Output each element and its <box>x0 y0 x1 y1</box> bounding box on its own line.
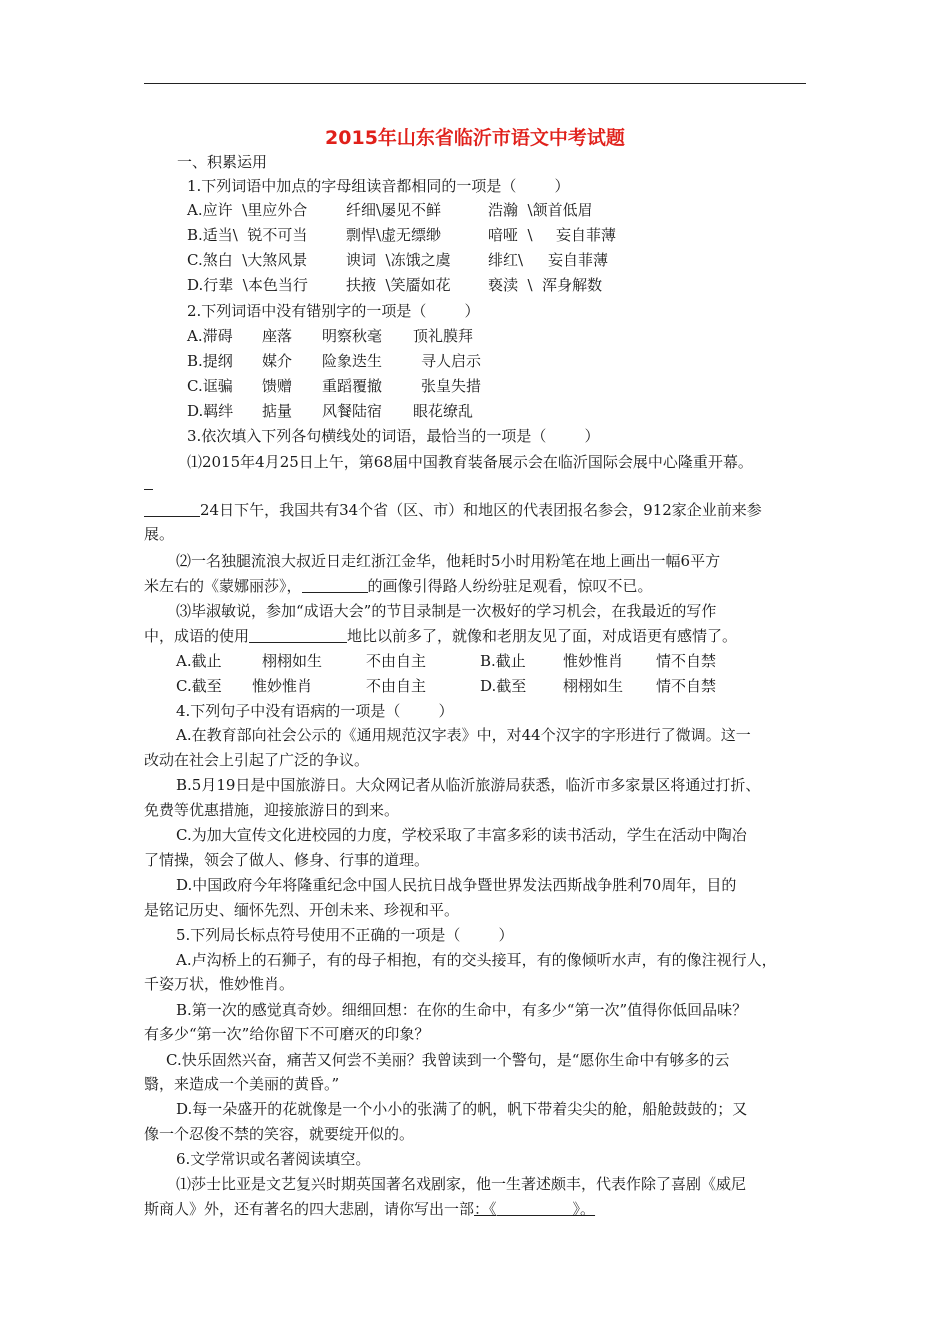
fill-blank-3[interactable] <box>249 626 347 643</box>
q4-option-b-line-2: 免费等优惠措施，迎接旅游日的到来。 <box>144 801 400 819</box>
header-rule <box>144 83 806 84</box>
q4-option-c-line-2: 了情操，领会了做人、修身、行事的道理。 <box>144 851 430 869</box>
q3-option-a-1: A.截止 <box>176 652 222 670</box>
q4-option-a-line-2: 改动在社会上引起了广泛的争议。 <box>144 751 370 769</box>
q4-option-a-line-1: A.在教育部向社会公示的《通用规范汉字表》中，对44个汉字的字形进行了微调。这一 <box>176 726 751 744</box>
q3-option-d-2: 栩栩如生 <box>563 677 624 695</box>
q1-option-b-2: 剽悍\虚无缥缈 <box>346 226 442 244</box>
q2-option-c-3: 重蹈覆撤 <box>322 377 383 395</box>
section-heading: 一、积累运用 <box>177 153 268 171</box>
q1-option-d-2: 扶掖 \笑靥如花 <box>346 276 451 294</box>
q1-option-d-3: 亵渎 \ 浑身解数 <box>488 276 603 294</box>
q6-sentence-1-text-1: 斯商人》外，还有著名的四大悲剧，请你写出一部 <box>144 1200 475 1218</box>
q1-option-b-4: 妄自菲薄 <box>556 226 617 244</box>
q4-option-d-line-2: 是铭记历史、缅怀先烈、开创未来、珍视和平。 <box>144 901 460 919</box>
q3-option-c-3: 不由自主 <box>366 677 427 695</box>
q3-sentence-1-line-1: ⑴2015年4月25日上午，第68届中国教育装备展示会在临沂国际会展中心隆重开幕。 <box>187 453 753 471</box>
q5-option-b-line-2: 有多少“第一次”给你留下不可磨灭的印象？ <box>144 1025 430 1043</box>
q3-option-d-3: 情不自禁 <box>656 677 717 695</box>
q3-sentence-1-line-2 <box>144 500 762 520</box>
q3-sentence-3-text-1: 中，成语的使用 <box>144 627 250 645</box>
q1-option-c-4: 妄自菲薄 <box>548 251 609 269</box>
q2-option-b-1: B.提纲 <box>187 352 233 370</box>
q3-sentence-2-line-1: ⑵一名独腿流浪大叔近日走红浙江金华，他耗时5小时用粉笔在地上画出一幅6平方 <box>176 552 721 570</box>
q1-option-b-3: 喑哑 \ <box>488 226 533 244</box>
q4-option-d-line-1: D.中国政府今年将隆重纪念中国人民抗日战争暨世界发法西斯战争胜利70周年，目的 <box>176 876 737 894</box>
q3-sentence-1-line-3: 展。 <box>144 525 175 543</box>
q3-sentence-1-text-2: 24日下午，我国共有34个省（区、市）和地区的代表团报名参会，912家企业前来参 <box>200 501 762 519</box>
q3-option-a-2: 栩栩如生 <box>262 652 323 670</box>
q4-option-b-line-1: B.5月19日是中国旅游日。大众网记者从临沂旅游局获悉，临沂市多家景区将通过打折、 <box>176 776 761 794</box>
q3-option-c-2: 惟妙惟肖 <box>252 677 313 695</box>
question-2-stem: 2.下列词语中没有错别字的一项是（ ） <box>187 302 480 320</box>
q5-option-a-line-2: 千姿万状，惟妙惟肖。 <box>144 975 295 993</box>
q2-option-b-2: 媒介 <box>262 352 293 370</box>
q2-option-c-4: 张皇失措 <box>421 377 482 395</box>
fill-blank-2[interactable] <box>302 576 368 593</box>
q6-open-quote: ：《 <box>474 1200 497 1218</box>
q6-sentence-1-line-1: ⑴莎士比亚是文艺复兴时期英国著名戏剧家，他一生著述颇丰，代表作除了喜剧《威尼 <box>176 1175 747 1193</box>
q3-option-b-1: B.截止 <box>480 652 526 670</box>
fill-blank-1[interactable] <box>144 500 200 517</box>
page-title: 2015年山东省临沂市语文中考试题 <box>325 127 625 149</box>
q5-option-d-line-2: 像一个忍俊不禁的笑容，就要绽开似的。 <box>144 1125 415 1143</box>
q2-option-d-1: D.羁绊 <box>187 402 234 420</box>
q2-option-c-1: C.诓骗 <box>187 377 233 395</box>
q1-option-d-1: D.行辈 \本色当行 <box>187 276 308 294</box>
question-4-stem: 4.下列句子中没有语病的一项是（ ） <box>176 702 454 720</box>
q3-option-a-3: 不由自主 <box>366 652 427 670</box>
q2-option-d-3: 风餐陆宿 <box>322 402 383 420</box>
q1-option-c-1: C.煞白 \大煞风景 <box>187 251 308 269</box>
q5-option-b-line-1: B.第一次的感觉真奇妙。细细回想：在你的生命中，有多少“第一次”值得你低回品味？ <box>176 1001 748 1019</box>
q5-option-c-line-1: C.快乐固然兴奋，痛苦又何尝不美丽？我曾读到一个警句，是“愿你生命中有够多的云 <box>166 1051 730 1069</box>
q1-option-a-1: A.应许 \里应外合 <box>187 201 308 219</box>
q2-option-b-3: 险象迭生 <box>322 352 383 370</box>
q3-sentence-2-line-2 <box>144 576 653 596</box>
question-5-stem: 5.下列局长标点符号使用不正确的一项是（ ） <box>176 926 514 944</box>
q3-sentence-2-text-1: 米左右的《蒙娜丽莎》， <box>144 577 302 595</box>
q3-sentence-3-line-1: ⑶毕淑敏说，参加“成语大会”的节目录制是一次极好的学习机会，在我最近的写作 <box>176 602 717 620</box>
q3-option-b-2: 惟妙惟肖 <box>563 652 624 670</box>
q2-option-a-3: 明察秋毫 <box>322 327 383 345</box>
q3-sentence-3-text-2: 地比以前多了，就像和老朋友见了面，对成语更有感情了。 <box>347 627 738 645</box>
question-3-stem: 3.依次填入下列各句横线处的词语，最恰当的一项是（ ） <box>187 427 600 445</box>
q3-sentence-2-text-2: 的画像引得路人纷纷驻足观看，惊叹不已。 <box>367 577 653 595</box>
q1-option-c-2: 谀词 \冻饿之虞 <box>346 251 451 269</box>
q1-option-c-3: 绯红\ <box>488 251 524 269</box>
q1-option-a-2: 纤细\屡见不鲜 <box>346 201 442 219</box>
question-1-stem: 1.下列词语中加点的字母组读音都相同的一项是（ ） <box>187 177 570 195</box>
q6-close-quote: 》。 <box>572 1200 596 1218</box>
q2-option-b-4: 寻人启示 <box>421 352 482 370</box>
q2-option-a-4: 顶礼膜拜 <box>413 327 474 345</box>
q3-option-b-3: 情不自禁 <box>656 652 717 670</box>
q4-option-c-line-1: C.为加大宣传文化进校园的力度，学校采取了丰富多彩的读书活动，学生在活动中陶冶 <box>176 826 747 844</box>
fill-blank-4[interactable] <box>497 1199 573 1216</box>
q5-option-a-line-1: A.卢沟桥上的石狮子，有的母子相抱，有的交头接耳，有的像倾听水声，有的像注视行人， <box>176 951 777 969</box>
q2-option-d-2: 掂量 <box>262 402 293 420</box>
q2-option-d-4: 眼花缭乱 <box>413 402 474 420</box>
stray-dash <box>144 489 153 490</box>
q1-option-a-3: 浩瀚 \颔首低眉 <box>488 201 593 219</box>
q2-option-a-2: 座落 <box>262 327 293 345</box>
q6-sentence-1-line-2 <box>144 1199 595 1219</box>
q3-option-c-1: C.截至 <box>176 677 222 695</box>
q2-option-c-2: 馈赠 <box>262 377 293 395</box>
q3-sentence-3-line-2 <box>144 626 737 646</box>
q1-option-b-1: B.适当\ 锐不可当 <box>187 226 308 244</box>
q3-option-d-1: D.截至 <box>480 677 527 695</box>
q5-option-d-line-1: D.每一朵盛开的花就像是一个小小的张满了的帆，帆下带着尖尖的舱，船舱鼓鼓的；又 <box>176 1100 748 1118</box>
q2-option-a-1: A.滞碍 <box>187 327 233 345</box>
question-6-stem: 6.文学常识或名著阅读填空。 <box>176 1150 371 1168</box>
q5-option-c-line-2: 翳，来造成一个美丽的黄昏。” <box>144 1075 340 1093</box>
